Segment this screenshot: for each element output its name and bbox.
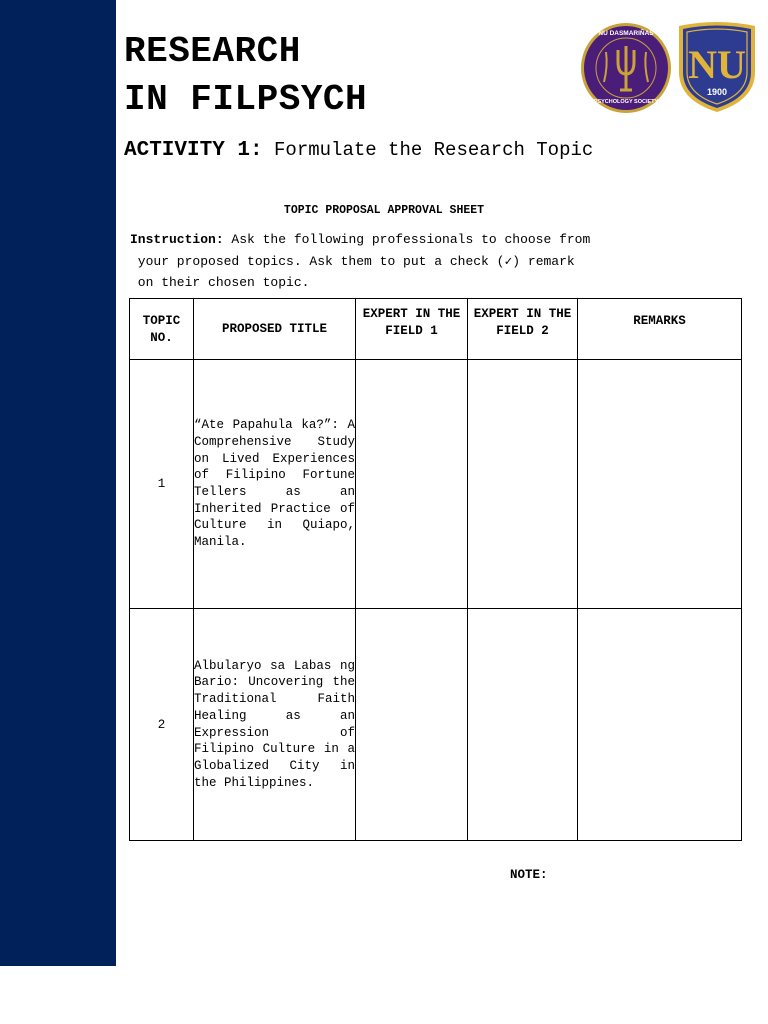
nu-logo-year: 1900 [706, 87, 728, 97]
header-expert-2: EXPERT IN THE FIELD 2 [468, 299, 578, 360]
remarks-cell[interactable] [578, 360, 742, 609]
instruction-label: Instruction: [130, 232, 224, 247]
nu-logo-letters: NU [688, 42, 746, 87]
expert-1-check-cell[interactable] [356, 609, 468, 841]
psych-logo-top-text: NU DASMARIÑAS [598, 30, 654, 37]
psych-logo-bottom-text: PSYCHOLOGY SOCIETY [593, 99, 659, 105]
header-topic-no: TOPIC NO. [130, 299, 194, 360]
instruction-line-3: on their chosen topic. [130, 275, 310, 290]
nu-shield-logo [675, 20, 759, 114]
header-proposed-title: PROPOSED TITLE [194, 299, 356, 360]
proposal-table [129, 298, 742, 841]
topic-number: 1 [130, 360, 194, 609]
activity-text: Formulate the Research Topic [274, 139, 594, 161]
page-title-line-1: RESEARCH [124, 31, 301, 72]
note-label: NOTE: [510, 868, 548, 882]
instruction-line-2: your proposed topics. Ask them to put a check (✓) remark [130, 253, 575, 269]
expert-2-check-cell[interactable] [468, 360, 578, 609]
sidebar-band [0, 0, 116, 966]
logos [578, 20, 768, 115]
header-expert-1: EXPERT IN THE FIELD 1 [356, 299, 468, 360]
page-title-line-2: IN FILPSYCH [124, 79, 368, 120]
instruction-line-1: Ask the following professionals to choose from [223, 232, 591, 247]
remarks-cell[interactable] [578, 609, 742, 841]
instruction-block [130, 229, 678, 294]
table-header-row [130, 299, 742, 360]
header-remarks: REMARKS [578, 299, 742, 360]
activity-heading [124, 137, 593, 164]
sheet-title: TOPIC PROPOSAL APPROVAL SHEET [283, 204, 485, 217]
table-row [130, 360, 742, 609]
table-row [130, 609, 742, 841]
activity-label: ACTIVITY 1: [124, 139, 263, 162]
proposed-title-cell: “Ate Papahula ka?”: A Comprehensive Study on Lived Experiences of Filipino Fortune Tellers as an Inherited Practice of Culture in Quiapo, Manila. [194, 360, 356, 609]
psychology-society-logo [578, 22, 674, 114]
topic-number: 2 [130, 609, 194, 841]
expert-2-check-cell[interactable] [468, 609, 578, 841]
proposed-title-cell: Albularyo sa Labas ng Bario: Uncovering the Traditional Faith Healing as an Expression of Filipino Culture in a Globalized City in the Philippines. [194, 609, 356, 841]
expert-1-check-cell[interactable] [356, 360, 468, 609]
